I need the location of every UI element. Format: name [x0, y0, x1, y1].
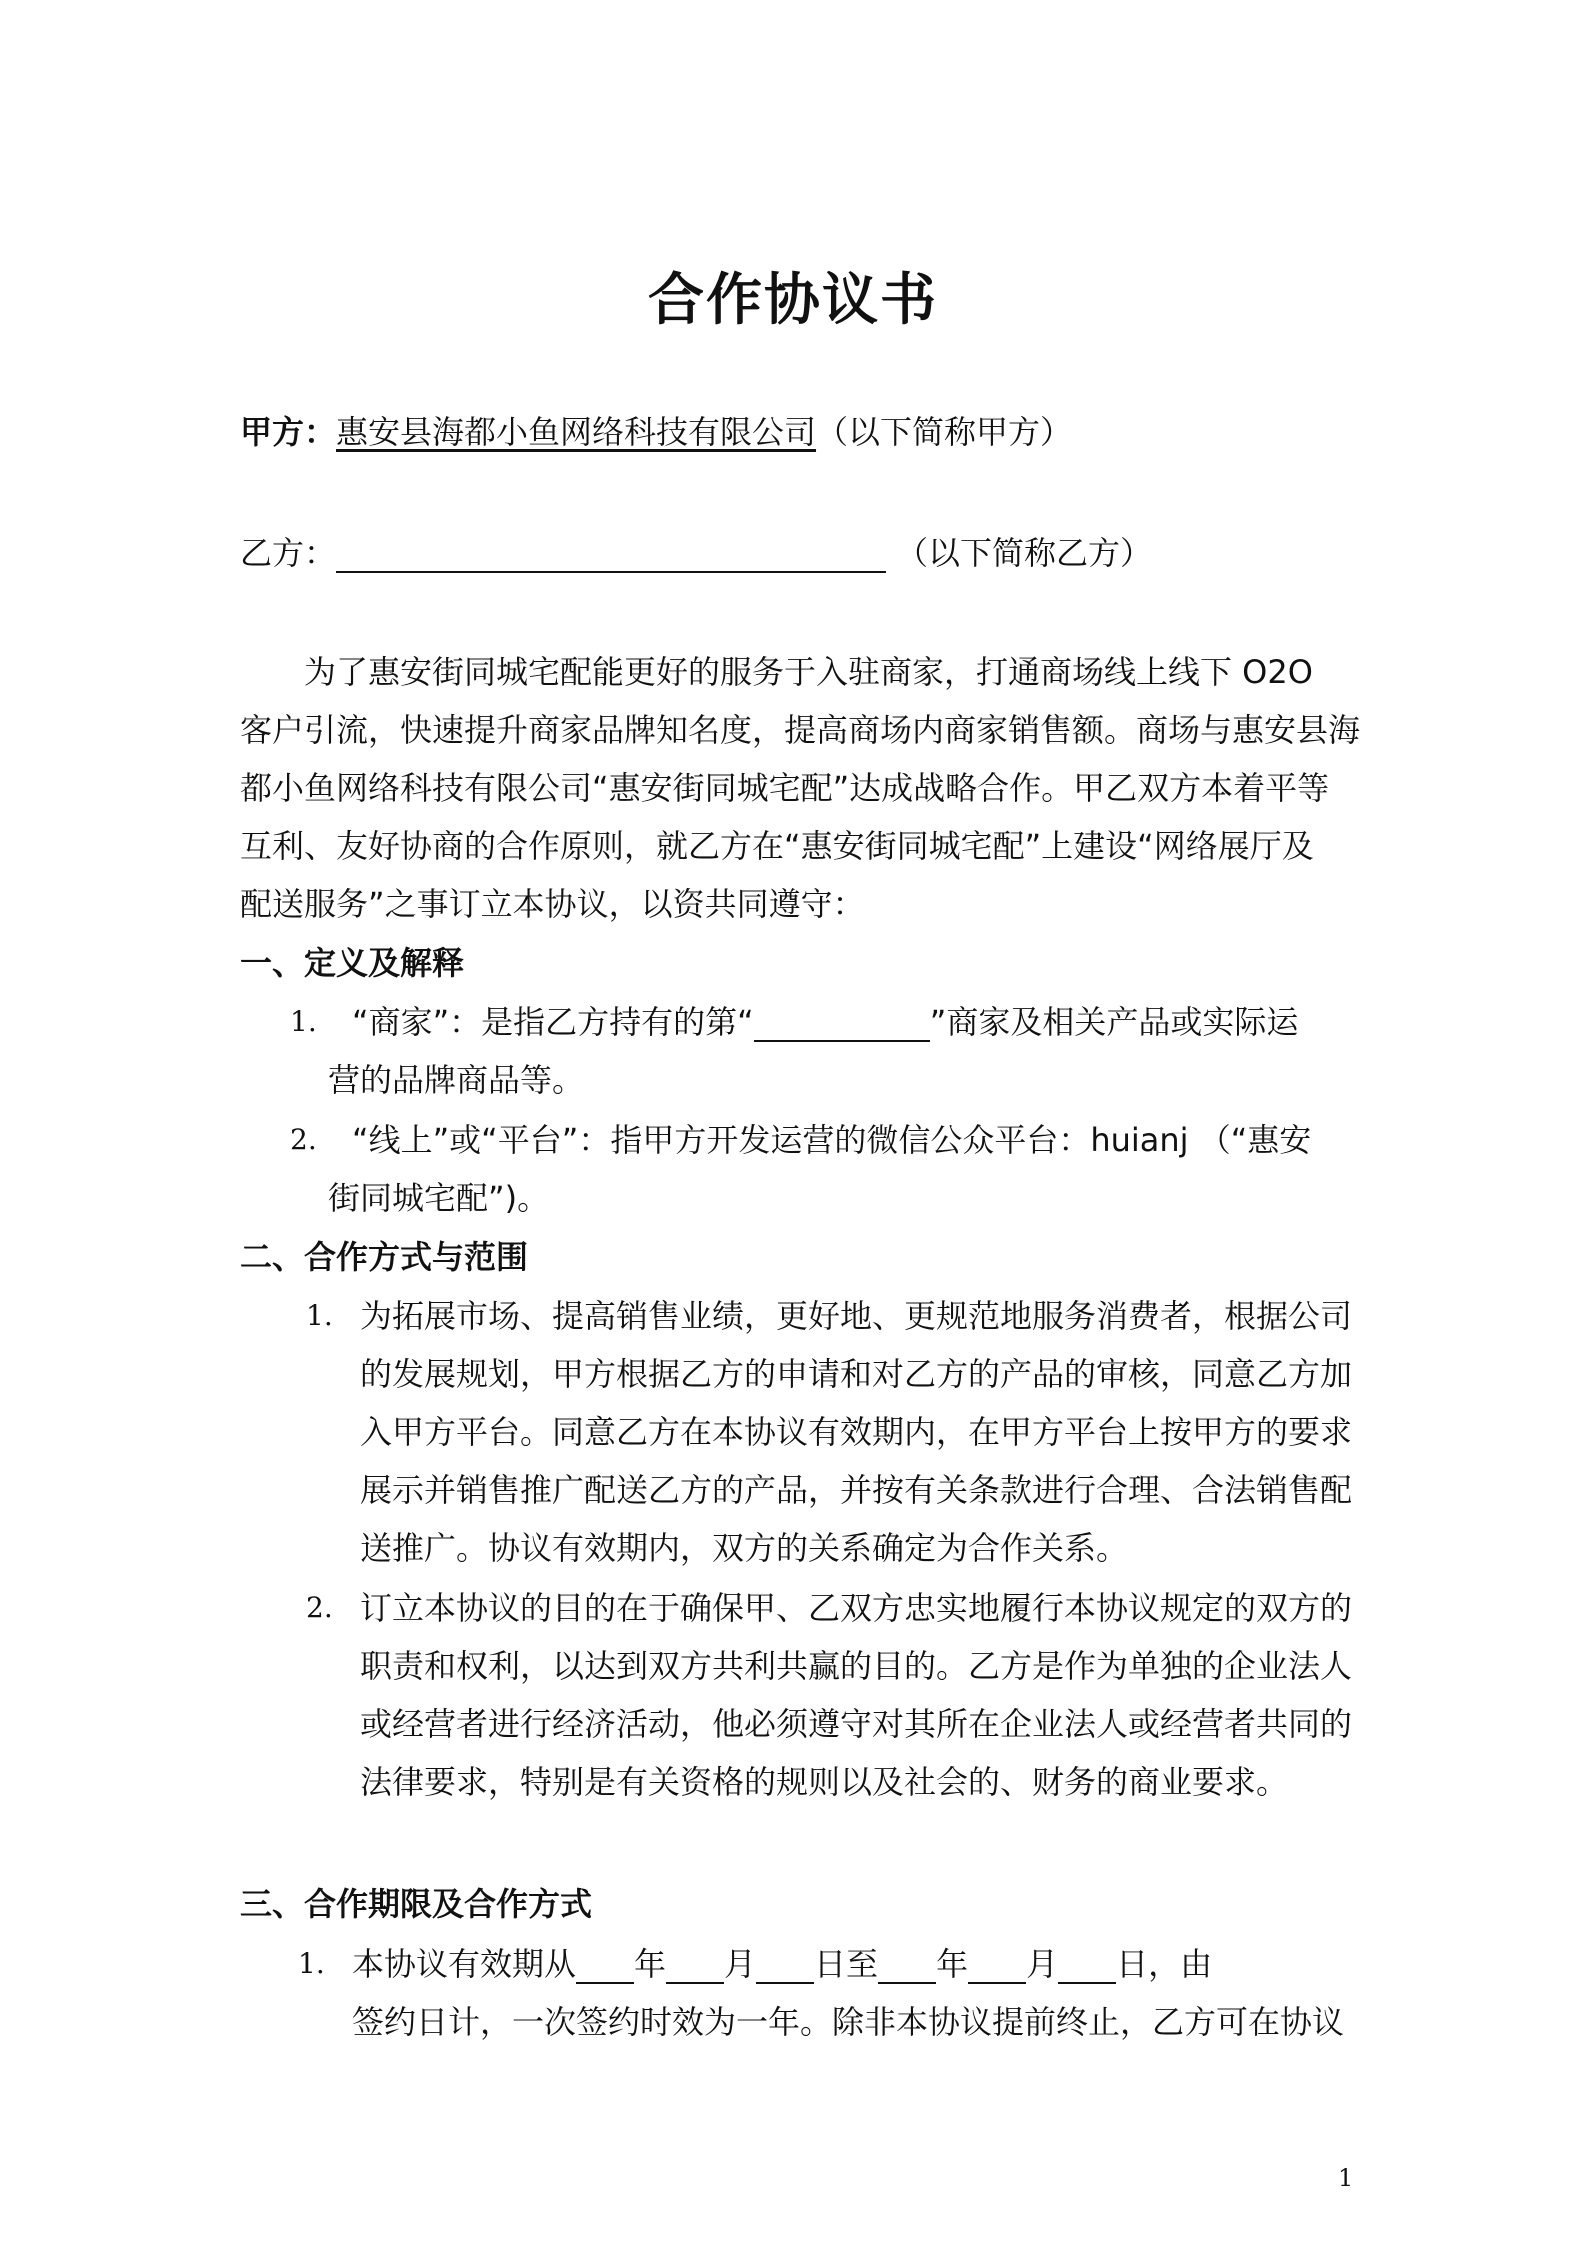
party-a-name: 惠安县海都小鱼网络科技有限公司 [336, 413, 817, 451]
day-end-label: 日，由 [1116, 1945, 1213, 1983]
page-number: 1 [1338, 2164, 1354, 2192]
party-b-suffix: （以下简称乙方） [896, 534, 1153, 572]
item-number: 2. [290, 1123, 317, 1156]
clause-line: 展示并销售推广配送乙方的产品，并按有关条款进行合理、合法销售配 [360, 1471, 1353, 1509]
clause-line: 为拓展市场、提高销售业绩，更好地、更规范地服务消费者，根据公司 [360, 1297, 1353, 1335]
end-month-blank[interactable] [968, 1948, 1026, 1984]
party-a-label: 甲方： [240, 413, 337, 451]
section-heading: 三、合作期限及合作方式 [240, 1885, 593, 1923]
item-number: 1. [298, 1947, 325, 1980]
clause-line: 法律要求，特别是有关资格的规则以及社会的、财务的商业要求。 [360, 1763, 1289, 1801]
intro-line: 配送服务”之事订立本协议，以资共同遵守： [240, 885, 865, 923]
month-label: 月 [1026, 1945, 1059, 1983]
party-b-name-blank[interactable] [336, 537, 886, 573]
clause-line: 街同城宅配”)。 [328, 1179, 550, 1217]
clause-line: 职责和权利，以达到双方共利共赢的目的。乙方是作为单独的企业法人 [360, 1647, 1353, 1685]
intro-line: 客户引流，快速提升商家品牌知名度，提高商场内商家销售额。商场与惠安县海 [240, 711, 1361, 749]
end-day-blank[interactable] [1058, 1948, 1116, 1984]
clause-line [352, 1002, 1298, 1042]
clause-line: 的发展规划，甲方根据乙方的申请和对乙方的产品的审核，同意乙方加 [360, 1355, 1353, 1393]
start-day-blank[interactable] [756, 1948, 814, 1984]
intro-line: 为了惠安街同城宅配能更好的服务于入驻商家，打通商场线上线下 O2O [304, 653, 1313, 691]
month-label: 月 [724, 1945, 757, 1983]
intro-line: 互利、友好协商的合作原则，就乙方在“惠安街同城宅配”上建设“网络展厅及 [240, 827, 1314, 865]
party-a-line [240, 412, 1072, 452]
clause-text: “商家”：是指乙方持有的第“ [352, 1003, 754, 1041]
party-b-line [240, 533, 1152, 573]
intro-line: 都小鱼网络科技有限公司“惠安街同城宅配”达成战略合作。甲乙双方本着平等 [240, 769, 1330, 807]
day-to-label: 日至 [814, 1945, 879, 1983]
item-number: 2. [306, 1591, 333, 1624]
start-year-blank[interactable] [576, 1948, 634, 1984]
item-number: 1. [306, 1299, 333, 1332]
year-label: 年 [936, 1945, 969, 1983]
clause-line: 送推广。协议有效期内，双方的关系确定为合作关系。 [360, 1529, 1129, 1567]
term-dates-line [352, 1944, 1212, 1984]
clause-line: “线上”或“平台”：指甲方开发运营的微信公众平台：huianj （“惠安 [352, 1121, 1312, 1159]
party-a-suffix: （以下简称甲方） [816, 413, 1073, 451]
party-b-label: 乙方： [240, 534, 337, 572]
clause-line: 或经营者进行经济活动，他必须遵守对其所在企业法人或经营者共同的 [360, 1705, 1353, 1743]
item-number: 1. [290, 1005, 317, 1038]
clause-text: 本协议有效期从 [352, 1945, 577, 1983]
end-year-blank[interactable] [878, 1948, 936, 1984]
start-month-blank[interactable] [666, 1948, 724, 1984]
merchant-name-blank[interactable] [754, 1006, 930, 1042]
clause-text: ”商家及相关产品或实际运 [929, 1003, 1299, 1041]
section-heading: 一、定义及解释 [240, 944, 465, 982]
year-label: 年 [634, 1945, 667, 1983]
clause-line: 入甲方平台。同意乙方在本协议有效期内，在甲方平台上按甲方的要求 [360, 1413, 1353, 1451]
section-heading: 二、合作方式与范围 [240, 1238, 529, 1276]
document-title: 合作协议书 [648, 268, 938, 333]
clause-line: 订立本协议的目的在于确保甲、乙双方忠实地履行本协议规定的双方的 [360, 1589, 1353, 1627]
clause-line: 营的品牌商品等。 [328, 1061, 585, 1099]
clause-line: 签约日计，一次签约时效为一年。除非本协议提前终止，乙方可在协议 [352, 2003, 1345, 2041]
